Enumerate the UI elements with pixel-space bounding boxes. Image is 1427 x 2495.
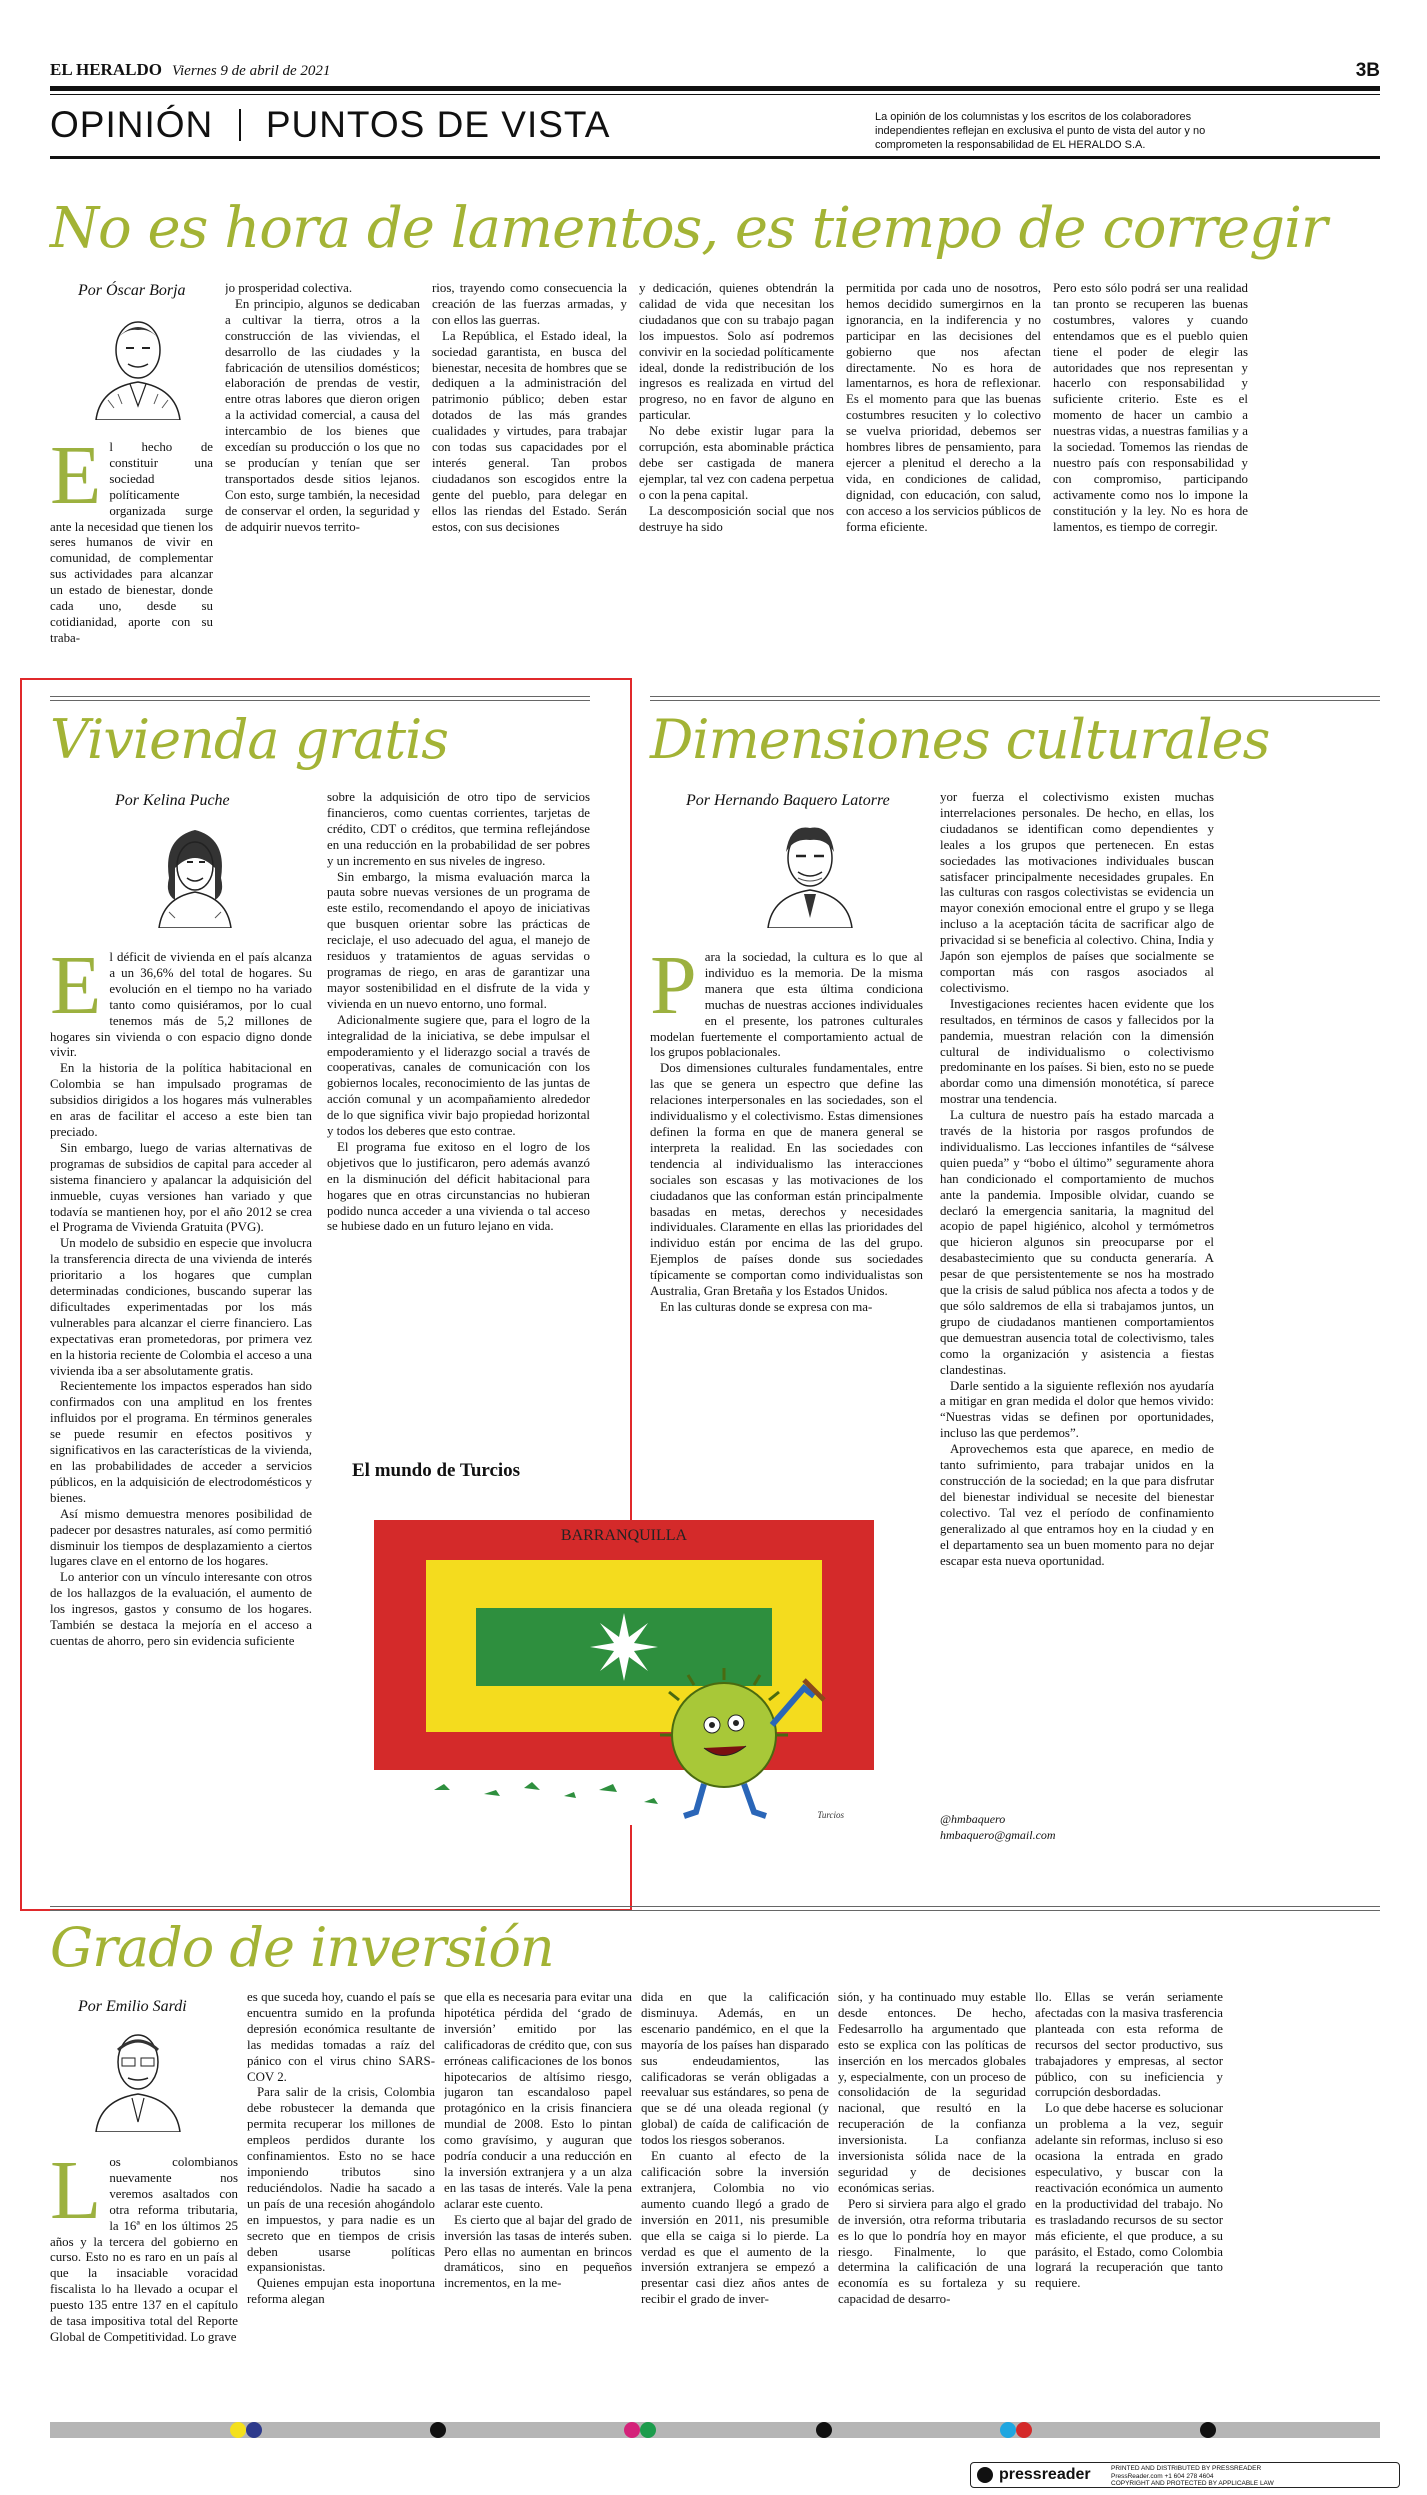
paragraph: La cultura de nuestro país ha estado marcada a través de la historia por rasgos profundos de individualismo. Las lecciones infantiles de “sálvese quien pueda” y “bobo el último” seguramente ahora han condicionado el comportamiento de muchos ante la pandemia. Imposible olvidar, cuando se declaró la emergencia sanitaria, la magnitud del acopio de papel higiénico, alcohol y termómetros que hicieron algunos sin preocuparse por el desabastecimiento que su conducta generaría. A pesar de que persistentemente se nos ha mostrado que la crisis de salud pública nos afecta a todos y de que sólo saldremos de ella si trabajamos juntos, un grupo de ciudadanos mantienen comportamientos que demuestran ausencia total de colectivismo, tales como la organización y asistencia a fiestas clandestinas.	[940, 1108, 1214, 1377]
article2-top-rule-2	[50, 700, 590, 701]
article3-text-2: yor fuerza el colectivismo existen muchas interrelaciones personales. De hecho, en ellas, los ciudadanos se identifican como dependientes y leales a los grupos que pertenecen. En estas sociedades las motivaciones individuales buscan satisfacer principalmente necesidades grupales. En las culturas con rasgos colectivistas se evidencia un mayor conexión emocional entre el grupo y se llega incluso a la aceptación tácita de sacrificar algo de privacidad si se beneficia al colectivo. China, India y Japón son ejemplos de países que socialmente se comportan más con rasgos asociados al colectivismo.	[940, 790, 1214, 995]
cartoon-banner: BARRANQUILLA	[560, 1527, 688, 1544]
article4-top-rule-2	[50, 1910, 1380, 1911]
article2-dropcap: E	[50, 950, 102, 1032]
article1-col-6	[1053, 281, 1248, 668]
article2-top-rule	[50, 696, 590, 697]
paragraph: Lo que debe hacerse es solucionar un problema a la vez, seguir adelante sin reformas, incluso si eso ocasiona la entrada en grado especulativo, y buscar con la reactivación económica un aumento en la productividad del trabajo. No es trasladando recursos de su sector más eficiente, el que produce, a su parásito, el Estado, como Colombia logrará la recuperación que tanto requiere.	[1035, 2101, 1223, 2291]
article2-author-portrait	[145, 818, 245, 928]
registration-mark-magenta	[624, 2422, 640, 2438]
section-heading	[50, 104, 610, 148]
article4-text-4: dida en que la calificación disminuya. Además, en un escenario pandémico, en el que la mayoría de los países han disparado sus endeudamientos, las calificadoras se verán obligadas a reevaluar sus estándares, so pena de que se dé una oleada regional (y global) de caída de calificación de todos los riesgos soberanos.	[641, 1990, 829, 2148]
registration-mark-black-2	[816, 2422, 832, 2438]
article1-col-4	[639, 281, 834, 668]
paragraph: En las culturas donde se expresa con ma-	[660, 1299, 873, 1314]
paper-name: EL HERALDO	[50, 60, 162, 79]
article4-text-1: os colombianos nuevamente nos veremos asaltados con otra reforma tributaria, la 16ª en los últimos 25 años y la tercera del gobierno en curso. Esto no es raro en un país al que la insaciable voracidad fiscalista lo ha llevado a ocupar el puesto 135 entre 137 en el capítulo de tasa impositiva total del Reporte Global de Competitividad. Lo grave	[50, 2155, 238, 2344]
article1-dropcap: E	[50, 440, 102, 522]
paragraph: La descomposición social que nos destruye ha sido	[639, 503, 834, 534]
paragraph: En la historia de la política habitacional en Colombia se han impulsado programas de subsidios dirigidos a los hogares más vulnerables en aras de facilitar el acceso a este bien tan preciado.	[50, 1061, 312, 1139]
paragraph: Lo anterior con un vínculo interesante con otros de los hallazgos de la evaluación, el aumento de los ingresos, gastos y consumo de los hogares. También se destaca la mejoría en el acceso a cuentas de ahorro, pero sin evidencia suficiente	[50, 1570, 312, 1648]
paragraph: Recientemente los impactos esperados han sido confirmados con una amplitud en los frentes influidos por el programa. En términos generales se puede resumir en efectos positivos y significativos en las características de la vivienda, en las probabilidades de acceder a servicios públicos, en la adquisición de electrodomésticos y bienes.	[50, 1379, 312, 1505]
article1-text-2: jo prosperidad colectiva.	[225, 281, 353, 295]
header-rule-thick	[50, 86, 1380, 91]
article2-col-2	[327, 790, 590, 1430]
article4-text-5: sión, y ha continuado muy estable desde entonces. De hecho, Fedesarrollo ha argumentado que esto se explica con las políticas de inserción en los mercados globales y, especialmente, con un proceso de consolidación de la seguridad nacional, que resultó en la recuperación de la confianza inversionista. La confianza inversionista sólida nace de la seguridad y de decisiones económicas serias.	[838, 1990, 1026, 2195]
cartoon-heading: El mundo de Turcios	[352, 1460, 521, 1481]
paragraph: Es cierto que al bajar del grado de inversión las tasas de interés suben. Pero ellas no aumentan en brincos dramáticos, sino en pequeños incrementos, en la me-	[444, 2212, 632, 2291]
article2-text-2: sobre la adquisición de otro tipo de servicios financieros, como cuentas corrientes, tarjetas de crédito, CDT o créditos, que termina reflejándose en una reducción en la probabilidad de ser pobres y un incremento en sus niveles de ingreso.	[327, 790, 590, 868]
paragraph: Dos dimensiones culturales fundamentales, entre las que se genera un espectro que define las relaciones interpersonales en las sociedades, son el individualismo y el colectivismo. Estas dimensiones definen la forma en que de manera general se interpreta la realidad. En las sociedades con tendencia al individualismo las interacciones sociales son escasas y las motivaciones de los ciudadanos que las conforman están principalmente basadas en metas, derechos y necesidades individuales. Claramente en ellas las prioridades del individuo están por encima de las del grupo. Ejemplos de países donde sus sociedades típicamente se comportan como individualistas son Australia, Gran Bretaña y los Estados Unidos.	[650, 1061, 923, 1299]
article2-text-1: l déficit de vivienda en el país alcanza a un 36,6% del total de hogares. Su evolución en el tiempo no ha variado tanto como quisiéramos, por lo cual tenemos más de 5,2 millones de hogares sin vivienda o con espacio digno donde vivir.	[50, 950, 312, 1060]
man-portrait-icon	[760, 818, 860, 928]
color-registration-bar	[50, 2422, 1380, 2438]
registration-mark-green	[640, 2422, 656, 2438]
pressreader-brand: pressreader	[999, 2466, 1091, 2483]
article4-text-6: llo. Ellas se verán seriamente afectadas con la masiva trasferencia planteada con esta reforma de recursos del sector productivo, sus trabajadores y empresas, al sector público, con su ineficiencia y corrupción desbordadas.	[1035, 1990, 1223, 2100]
article4-col-2	[247, 1990, 435, 2405]
pressreader-meta	[1111, 2465, 1391, 2488]
article1-text-4: y dedicación, quienes obtendrán la calidad de vida que necesitan los ciudadanos que con su trabajo pagan los impuestos. Solo así podremos convivir en la sociedad políticamente ideal, donde la redistribución de los ingresos es realizada en virtud del progreso, no en favor de alguno en particular.	[639, 281, 834, 423]
woman-portrait-icon	[145, 818, 245, 928]
article3-title: Dimensiones culturales	[650, 708, 1270, 771]
man-portrait-icon	[88, 310, 188, 420]
article2-title: Vivienda gratis	[50, 708, 449, 771]
header-rule-thin	[50, 94, 1380, 95]
section-title: OPINIÓN	[50, 104, 214, 145]
article3-text-1: ara la sociedad, la cultura es lo que al individuo es la memoria. De la misma manera que esta última condiciona muchas de nuestras acciones individuales en el presente, los patrones culturales modelan fuertemente el comportamiento actual de los grupos poblacionales.	[650, 950, 923, 1060]
registration-mark-cyan	[1000, 2422, 1016, 2438]
article4-dropcap: L	[50, 2155, 102, 2237]
article1-title: No es hora de lamentos, es tiempo de corregir	[50, 196, 1327, 261]
article1-col-1	[50, 440, 213, 668]
pressreader-logo-icon	[977, 2467, 993, 2483]
article1-col-2	[225, 281, 420, 668]
section-divider	[239, 109, 241, 141]
article2-byline: Por Kelina Puche	[115, 792, 230, 809]
cartoon-signature: Turcios	[817, 1810, 844, 1820]
paragraph: No debe existir lugar para la corrupción, esta abominable práctica debe ser castigada de manera ejemplar, tal vez con cadena perpetua o con la pena capital.	[639, 424, 834, 502]
paragraph: Sin embargo, la misma evaluación marca la pauta sobre nuevas versiones de un programa de este estilo, recomendando el apoyo de iniciativas que busquen orientar sobre las prácticas de reciclaje, el uso adecuado del agua, el manejo de residuos y tratamientos de aguas servidas o programas de riego, en aras de garantizar una mayor sostenibilidad en el disfrute de la vida y vivienda en un nuevo entorno, uno formal.	[327, 869, 590, 1011]
paragraph: La República, el Estado ideal, la sociedad garantista, en busca del bienestar, necesita de hombres que se dediquen a la administración del patrimonio público; deben estar dotados de las más grandes cualidades y virtudes, para trabajar con todas sus capacidades por el interés general. Tan probos ciudadanos son escogidos entre la gente del pueblo, para delegar en ellos las riendas del Estado. Serán estos, con sus decisiones	[432, 328, 627, 534]
article3-col-2	[940, 790, 1214, 1808]
article4-col-4	[641, 1990, 829, 2405]
paragraph: Para salir de la crisis, Colombia debe robustecer la demanda que permita recuperar los millones de empleos perdidos durante los confinamientos. Esto no se hace imponiendo tributos sino reduciéndolos. Nadie ha sacado a un país de una recesión ahogándolo en impuestos, y para nadie es un secreto que en tiempos de crisis deben usarse políticas expansionistas.	[247, 2085, 435, 2275]
paragraph: Investigaciones recientes hacen evidente que los resultados, en términos de casos y fallecidos por la pandemia, muestran relación con la dimensión cultural de individualismo o colectivismo predominante en los países. Si bien, esto no se puede abordar como una dimensión monotética, sí parece mostrar una tendencia.	[940, 996, 1214, 1107]
article4-text-3: que ella es necesaria para evitar una hipotética pérdida del ‘grado de inversión’ emitido por las calificadoras de crédito que, con sus erróneas calificaciones de los bonos hipotecarios de altísimo riesgo, jugaron tan escandaloso papel protagónico en la crisis financiera mundial de 2008. Esto lo pintan como gravísimo, y auguran que podría conducir a una reducción en la inversión extranjera y a un alza en las tasas de interés. Vale la pena aclarar este cuento.	[444, 1990, 632, 2211]
article2-col-1	[50, 950, 312, 1900]
paragraph: En principio, algunos se dedicaban a cultivar la tierra, otros a la construcción de las viviendas, el desarrollo de las ciudades y la fabricación de utensilios domésticos; elaboración de prendas de vestir, entre otras labores que dieron origen a la actividad comercial, a causa del intercambio de los bienes que excedían su producción o los que no se producían y tenían que ser transportados desde sitios lejanos. Con esto, surge también, la necesidad de conservar el orden, la seguridad y de adquirir nuevos territo-	[225, 296, 420, 534]
paragraph: Así mismo demuestra menores posibilidad de padecer por desastres naturales, así como permitió disminuir los tiempos de desplazamiento a ciertos lugares clave en el entorno de los hogares.	[50, 1506, 312, 1569]
cartoon	[374, 1520, 874, 1825]
man-portrait-icon	[88, 2024, 188, 2132]
article1-text-1: l hecho de constituir una sociedad políticamente organizada surge ante la necesidad que tienen los seres humanos de vivir en comunidad, de complementar sus actividades para alcanzar un estado de bienestar, donde cada uno, desde su cotidianidad, aporte con su traba-	[50, 440, 213, 645]
article3-top-rule-2	[650, 700, 1380, 701]
article4-text-2: es que suceda hoy, cuando el país se encuentra sumido en la profunda depresión económica resultante de las medidas tomadas a raíz del pánico con el virus chino SARS-COV 2.	[247, 1990, 435, 2084]
pressreader-copyright: COPYRIGHT AND PROTECTED BY APPLICABLE LAW	[1111, 2480, 1274, 2487]
disclaimer: La opinión de los columnistas y los escritos de los colaboradores independientes reflejan en exclusiva el punto de vista del autor y no comprometen la responsabilidad de EL HERALDO S.A.	[875, 111, 1206, 151]
article4-byline: Por Emilio Sardi	[78, 1998, 187, 2015]
article4-col-5	[838, 1990, 1026, 2405]
paragraph: Sin embargo, luego de varias alternativas de programas de subsidios de capital para acceder al sistema financiero y apalancar la adquisición del inmueble, cuyas versiones han variado y que todavía se mantienen hoy, por el año 2012 se crea el Programa de Vivienda Gratuita (PVG).	[50, 1140, 312, 1235]
pressreader-printed: PRINTED AND DISTRIBUTED BY PRESSREADER	[1111, 2465, 1262, 2472]
paragraph: Pero si sirviera para algo el grado de inversión, otra reforma tributaria es lo que lo pondría hoy en mayor riesgo. Finalmente, lo que determina la calificación de una economía es su fortaleza y su capacidad de desarro-	[838, 2196, 1026, 2307]
article4-author-portrait	[88, 2024, 188, 2132]
paragraph: El programa fue exitoso en el logro de los objetivos que lo justificaron, pero además avanzó en la disminución del déficit habitacional para hogares que en otras circunstancias no hubieran podido nunca acceder a una vivienda o tal acceso se hubiese dado en un futuro lejano en vida.	[327, 1139, 590, 1234]
issue-date: Viernes 9 de abril de 2021	[171, 63, 331, 79]
paragraph: Aprovechemos esta que aparece, en medio de tanto sufrimiento, para trabajar unidos en la construcción de la sociedad; en la que para disfrutar del bienestar individual se necesite del bienestar colectivo. Tal vez el período de confinamiento generalizado al que entramos hoy en la ciudad y en el departamento sea un buen momento para no dejar escapar esta nueva oportunidad.	[940, 1442, 1214, 1568]
registration-mark-black-3	[1200, 2422, 1216, 2438]
article1-col-5	[846, 281, 1041, 668]
section-rule	[50, 156, 1380, 159]
masthead	[50, 60, 1380, 82]
pressreader-contact: PressReader.com +1 604 278 4604	[1111, 2472, 1214, 2480]
article1-author-portrait	[88, 310, 188, 420]
page-number: 3B	[1355, 60, 1380, 81]
article1-byline: Por Óscar Borja	[78, 282, 186, 299]
article3-dropcap: P	[650, 950, 697, 1032]
article3-byline: Por Hernando Baquero Latorre	[686, 792, 890, 809]
pressreader-badge[interactable]	[970, 2462, 1400, 2488]
article3-col-1	[650, 950, 923, 1424]
article4-col-6	[1035, 1990, 1223, 2405]
article1-col-3	[432, 281, 627, 668]
article1-text-5: permitida por cada uno de nosotros, hemos decidido sumergirnos en la ignorancia, en la indiferencia y no participar en las decisiones del gobierno que nos afectan directamente. No es hora de lamentarnos, es hora de reflexionar. Es el momento para que las buenas costumbres resuciten y lo colectivo se vuelva prioridad, debemos ser hombres libres de pensamiento, para ejercer a plenitud el derecho a la vida, en condiciones de calidad, dignidad, con educación, con salud, con acceso a los servicios públicos de forma eficiente.	[846, 281, 1041, 534]
paragraph: Darle sentido a la siguiente reflexión nos ayudaría a mitigar en gran medida el dolor que hemos vivido: “Nuestras vidas se definen por oportunidades, incluso las que perdemos”.	[940, 1378, 1214, 1441]
article1-text-6: Pero esto sólo podrá ser una realidad tan pronto se recuperen las buenas costumbres, valores y cuando entendamos que es el pueblo quien tiene el poder de elegir las autoridades que nos representan y hacerlo con responsabilidad y suficiente criterio. Este es el momento de hacer un cambio a nuestras vidas, a nuestras familias y a la sociedad. Tomemos las riendas de nuestro país con responsabilidad y con compromiso, participando activamente como nos lo impone la constitución y la ley. No es hora de lamentos, es tiempo de corregir.	[1053, 281, 1248, 534]
article3-email: hmbaquero@gmail.com	[940, 1828, 1056, 1842]
paragraph: Quienes empujan esta inoportuna reforma alegan	[247, 2276, 435, 2307]
article4-title: Grado de inversión	[50, 1916, 554, 1979]
registration-mark-black-1	[430, 2422, 446, 2438]
article4-col-1	[50, 2155, 238, 2405]
article4-top-rule	[50, 1906, 1380, 1907]
paragraph: En cuanto al efecto de la calificación sobre la inversión extranjera, Colombia no vio aumento cuando llegó a grado de inversión en 2011, nis presumible que ella se caiga si lo pierde. La verdad es que el aumento de la inversión extranjera se empezó a presentar casi diez años antes de recibir el grado de inver-	[641, 2149, 829, 2307]
paragraph: Adicionalmente sugiere que, para el logro de la integralidad de la iniciativa, se debe impulsar el empoderamiento y el liderazgo social a través de cooperativas, canales de comunicación con los gobiernos locales, reconocimiento de las juntas de acción comunal y un acompañamiento alrededor de lo que significa vivir bajo propiedad horizontal y todos los deberes que esto contrae.	[327, 1012, 590, 1139]
registration-mark-red	[1016, 2422, 1032, 2438]
paragraph: Un modelo de subsidio en especie que involucra la transferencia directa de una vivienda de interés prioritario a los hogares que cumplan determinadas condiciones, buscando superar las dificultades experimentadas por los más vulnerables para alcanzar el cierre financiero. Las expectativas eran prometedoras, por primera vez en la historia reciente de Colombia el acceso a una vivienda iba a ser absolutamente gratis.	[50, 1236, 312, 1378]
barranquilla-flag-cartoon	[374, 1520, 874, 1825]
registration-mark-blue	[246, 2422, 262, 2438]
article4-col-3	[444, 1990, 632, 2405]
article1-text-3: rios, trayendo como consecuencia la creación de las fuerzas armadas, y con ellos las guerras.	[432, 281, 627, 327]
article3-author-portrait	[760, 818, 860, 928]
subsection-title: PUNTOS DE VISTA	[265, 104, 611, 145]
article3-handle: @hmbaquero	[940, 1812, 1006, 1826]
registration-mark-yellow	[230, 2422, 246, 2438]
article3-top-rule	[650, 696, 1380, 697]
